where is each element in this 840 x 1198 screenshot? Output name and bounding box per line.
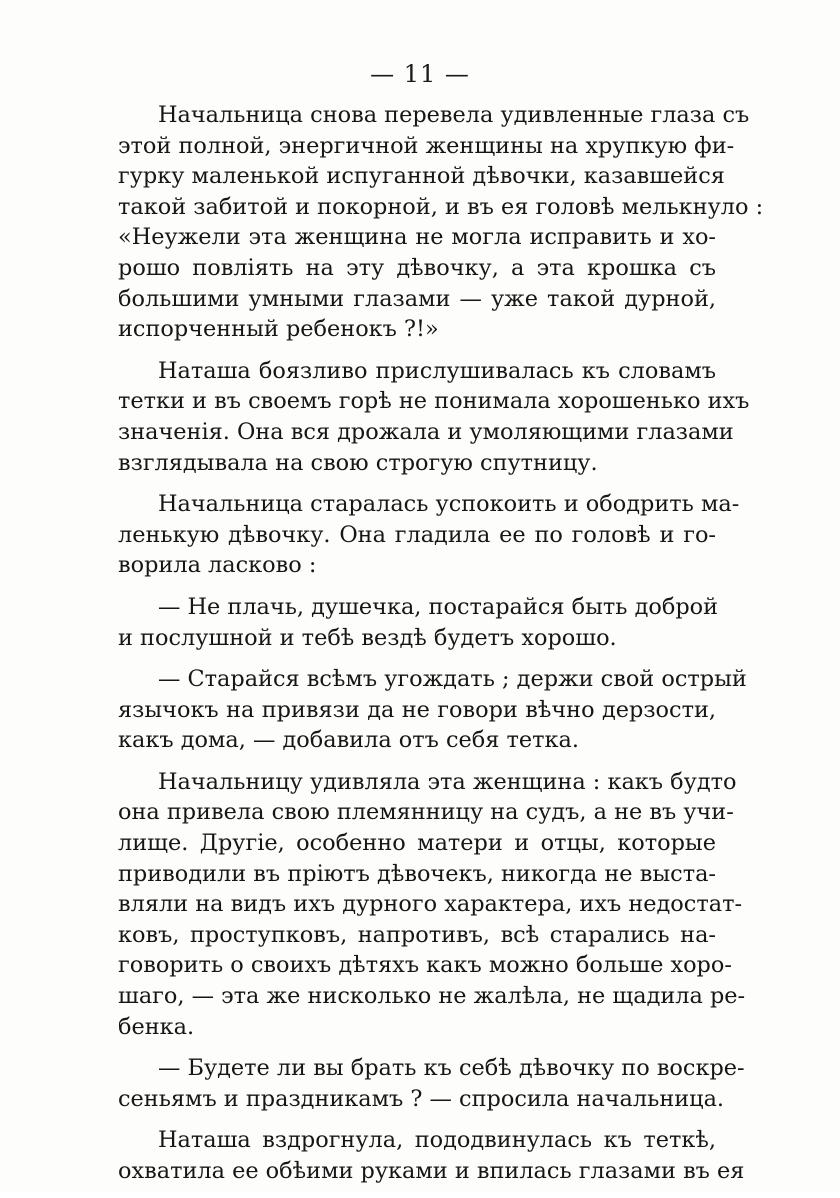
text-line: этой полной, энергичной женщины на хрупкую фи- (118, 132, 735, 159)
text-line: ленькую дѣвочку. Она гладила ее по головѣ и го- (118, 521, 716, 548)
text-line: большими умными глазами — уже такой дурной, (118, 285, 716, 312)
text-line: взглядывала на свою строгую спутницу. (118, 449, 598, 476)
text-line: «Неужели эта женщина не могла исправить и хо- (118, 224, 716, 251)
text-line: ковъ, проступковъ, напротивъ, всѣ старались на- (118, 921, 716, 948)
text-line: бенка. (118, 1013, 195, 1040)
text-line: и послушной и тебѣ вездѣ будетъ хорошо. (118, 624, 617, 651)
text-line: сеньямъ и праздникамъ ? — спросила начальница. (118, 1085, 725, 1112)
paragraph (118, 592, 719, 653)
text-line: Наташа боязливо прислушивалась къ словамъ (158, 357, 716, 384)
text-line: ворила ласково : (118, 552, 317, 579)
text-line: шаго, — эта же нисколько не жалѣла, не щадила ре- (118, 983, 746, 1010)
paragraph (118, 664, 747, 756)
text-line: Наташа вздрогнула, пододвинулась къ теткѣ, (158, 1127, 716, 1154)
text-line: значенія. Она вся дрожала и умоляющими глазами (118, 418, 734, 445)
paragraph (118, 1053, 745, 1114)
text-line: гурку маленькой испуганной дѣвочки, казавшейся (118, 163, 725, 190)
paragraph (118, 767, 746, 1042)
text-line: — Не плачь, душечка, постарайся быть доброй (158, 593, 719, 620)
text-line: говорить о своихъ дѣтяхъ какъ можно больше хоро- (118, 952, 732, 979)
text-line: — Старайся всѣмъ угождать ; держи свой острый (158, 666, 747, 693)
text-line: приводили въ пріютъ дѣвочекъ, никогда не выста- (118, 860, 716, 887)
text-line: тетки и въ своемъ горѣ не понимала хорошенько ихъ (118, 388, 750, 415)
text-line: Начальница снова перевела удивленные глаза съ (158, 102, 750, 128)
body-text (118, 100, 764, 1198)
text-line: лище. Другіе, особенно матери и отцы, которые (118, 830, 716, 857)
text-line: испорченный ребенокъ ?!» (118, 316, 439, 343)
text-line: язычокъ на привязи да не говори вѣчно дерзости, (118, 696, 716, 723)
text-line: Начальница старалась успокоить и ободрить ма- (158, 491, 740, 518)
text-line: — Будете ли вы брать къ себѣ дѣвочку по воскре- (158, 1055, 745, 1082)
text-line: Начальницу удивляла эта женщина : какъ будто (158, 768, 737, 795)
text-line: вляли на видъ ихъ дурного характера, ихъ недостат- (118, 891, 743, 918)
text-line: какъ дома, — добавила отъ себя тетка. (118, 727, 580, 754)
text-line: она привела свою племянницу на судъ, а не въ учи- (118, 799, 734, 826)
page-number: — 11 — (370, 60, 470, 88)
text-line: рошо повліять на эту дѣвочку, а эта крошка съ (118, 254, 716, 281)
paragraph (118, 1125, 745, 1186)
paragraph (118, 489, 740, 581)
paragraph (118, 100, 764, 345)
text-line: такой забитой и покорной, и въ ея головѣ мелькнуло : (118, 193, 764, 220)
paragraph (118, 356, 750, 478)
text-line: охватила ее обѣими руками и впилась глазами въ ея (118, 1158, 745, 1184)
